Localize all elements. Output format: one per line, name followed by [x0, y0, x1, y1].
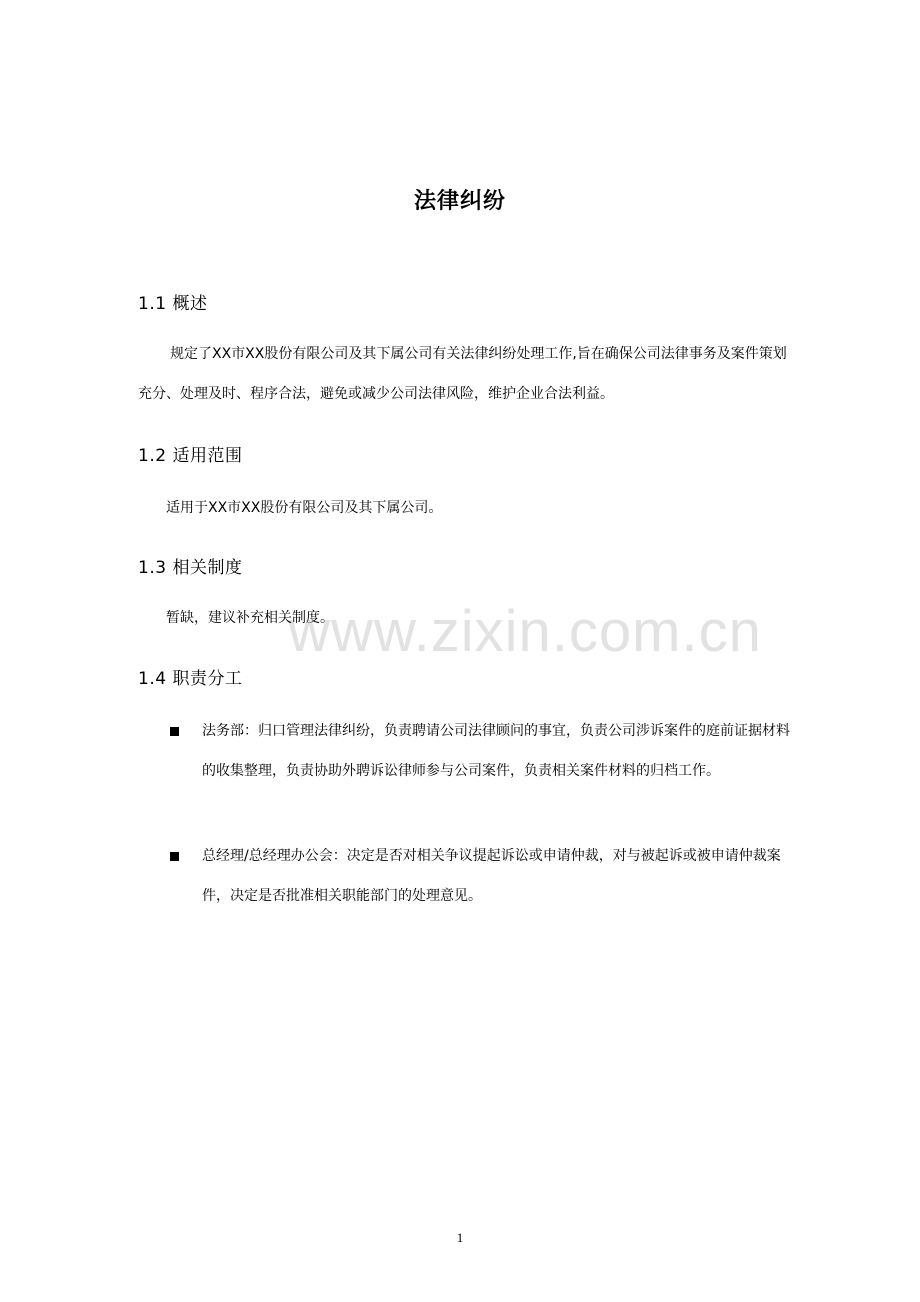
section-body-overview: 规定了XX市XX股份有限公司及其下属公司有关法律纠纷处理工作,旨在确保公司法律事务及案件策划充分、处理及时、程序合法，避免或减少公司法律风险，维护企业合法利益。: [138, 346, 787, 402]
responsibility-text-general-manager: 总经理/总经理办公会：决定是否对相关争议提起诉讼或申请仲裁，对与被起诉或被申请仲裁案件，决定是否批准相关职能部门的处理意见。: [202, 848, 781, 904]
responsibility-text-legal-dept: 法务部：归口管理法律纠纷，负责聘请公司法律顾问的事宜，负责公司涉诉案件的庭前证据材料的收集整理，负责协助外聘诉讼律师参与公司案件，负责相关案件材料的归档工作。: [202, 723, 790, 779]
section-body-scope: 适用于XX市XX股份有限公司及其下属公司。: [166, 500, 443, 516]
watermark: www.zixin.com.cn: [288, 599, 762, 664]
section-heading-related-rules: 1.3 相关制度: [138, 558, 243, 578]
document-title: 法律纠纷: [413, 189, 506, 214]
page-number: 1: [456, 1230, 464, 1245]
square-bullet-icon: [170, 727, 179, 736]
section-heading-scope: 1.2 适用范围: [138, 446, 243, 466]
section-heading-overview: 1.1 概述: [138, 294, 208, 314]
section-heading-responsibilities: 1.4 职责分工: [138, 669, 243, 689]
square-bullet-icon: [170, 852, 179, 861]
section-body-related-rules: 暂缺，建议补充相关制度。: [166, 610, 334, 626]
